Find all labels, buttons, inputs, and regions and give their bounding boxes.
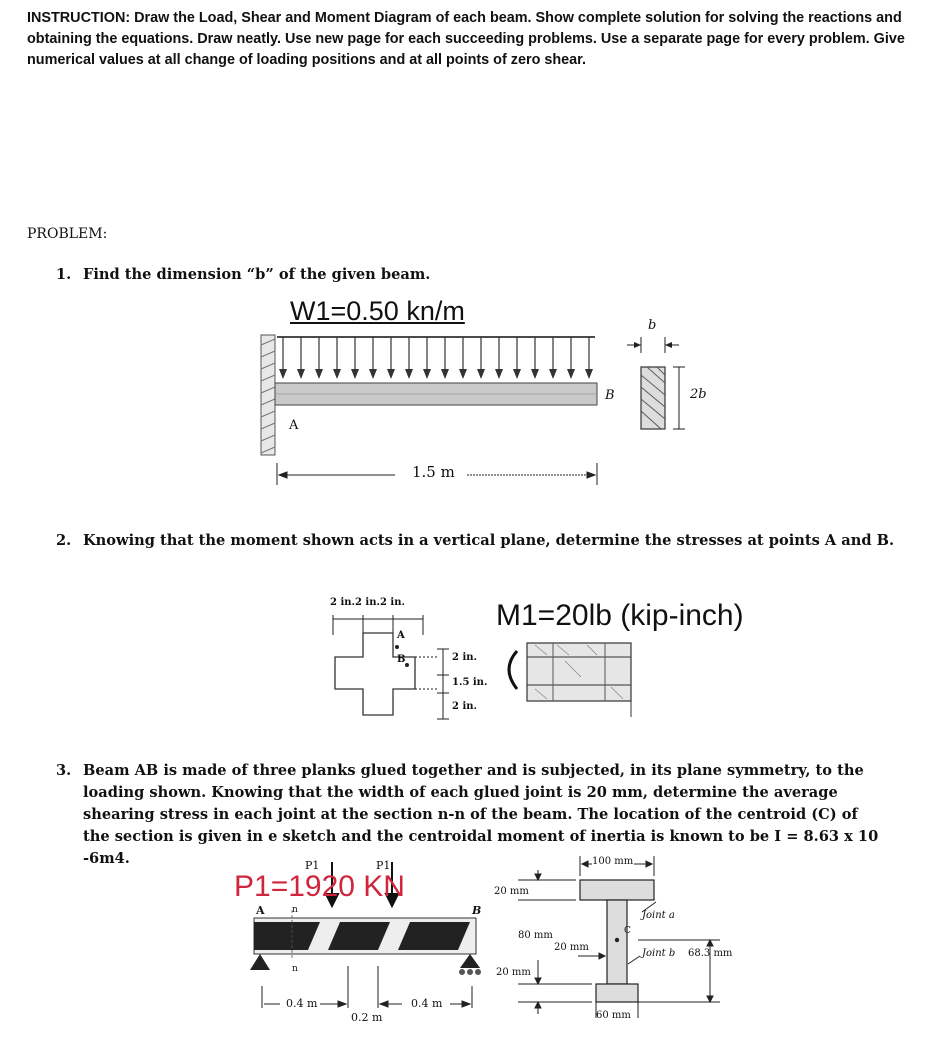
problem-1-statement	[56, 264, 916, 286]
p3-end-a: A	[256, 904, 265, 917]
p3-end-b: B	[472, 904, 482, 917]
p1-support-b: B	[605, 388, 615, 403]
p2-dim-1: 2 in.	[452, 652, 477, 663]
problem-2-number: 2.	[56, 532, 72, 549]
problem-3-number: 3.	[56, 762, 72, 779]
p2-top-dims: 2 in.2 in.2 in.	[330, 597, 405, 608]
problem-2-text: Knowing that the moment shown acts in a vertical plane, determine the stresses at points A and B.	[83, 532, 895, 549]
problem-3-statement	[56, 760, 886, 870]
cross-section	[335, 633, 415, 715]
instruction-text: INSTRUCTION: Draw the Load, Shear and Moment Diagram of each beam. Show complete solution for solving the reactions and obtaining the equations. Draw neatly. Use new page for each succeeding problems. Use a separate page for every problem. Give numerical values at all change of loading positions and at all points of zero shear.	[27, 10, 905, 68]
p3-p-left: P1	[305, 859, 320, 872]
p3-centroid-dist: 68.3 mm	[688, 948, 733, 959]
p2-point-a: A	[397, 630, 405, 641]
roller-support-b	[459, 954, 481, 975]
p3-p-right: P1	[376, 859, 391, 872]
p3-load-label: P1=1920 KN	[234, 870, 405, 903]
p3-joint-a: Joint a	[642, 910, 675, 921]
beam-cross-section	[627, 337, 685, 429]
problem-1-text: Find the dimension “b” of the given beam.	[83, 266, 431, 283]
p1-section-b: b	[648, 318, 657, 333]
fixed-wall	[261, 335, 275, 455]
distributed-load	[277, 337, 595, 379]
p2-point-b: B	[397, 654, 406, 665]
p3-sec-bottom-flange: 20 mm	[496, 967, 531, 978]
problem-1-number: 1.	[56, 266, 72, 283]
p2-dim-3: 2 in.	[452, 701, 477, 712]
p1-load-label: W1=0.50 kn/m	[290, 296, 465, 326]
problem-3-text: Beam AB is made of three planks glued together and is subjected, in its plane symmetry, to the loading shown. Knowing that the width of each glued joint is 20 mm, determine the average shearing stress in each joint at the section n-n of the beam. The location of the centroid (C) of the section is given in e sketch and the centroidal moment of inertia is known to be I = 8.63 x 10 -6m4.	[83, 762, 879, 867]
p3-dim-right: 0.4 m	[411, 997, 443, 1010]
moment-arc	[509, 651, 517, 689]
problem-heading: PROBLEM:	[27, 226, 108, 242]
p3-section-n-top: n	[292, 905, 298, 915]
p3-sec-web-width: 20 mm	[554, 942, 589, 953]
p3-sec-top-width: 100 mm	[592, 856, 634, 867]
p3-sec-bottom-width: 60 mm	[596, 1010, 631, 1021]
p3-joint-b: Joint b	[642, 948, 676, 959]
p1-support-a: A	[289, 418, 299, 433]
pin-support-a	[250, 954, 270, 970]
p1-section-2b: 2b	[690, 387, 707, 402]
p1-span: 1.5 m	[412, 463, 455, 481]
p3-dim-left: 0.4 m	[286, 997, 318, 1010]
p3-dim-mid: 0.2 m	[351, 1011, 383, 1024]
problem-2-statement	[56, 530, 916, 552]
beam-block	[527, 643, 631, 717]
beam	[254, 918, 476, 954]
p3-centroid: C	[624, 926, 631, 936]
p2-moment-label: M1=20lb (kip-inch)	[496, 599, 744, 632]
p3-sec-top-flange: 20 mm	[494, 886, 529, 897]
p3-sec-web: 80 mm	[518, 930, 553, 941]
p3-section-n-bottom: n	[292, 964, 298, 974]
p2-dim-2: 1.5 in.	[452, 677, 488, 688]
